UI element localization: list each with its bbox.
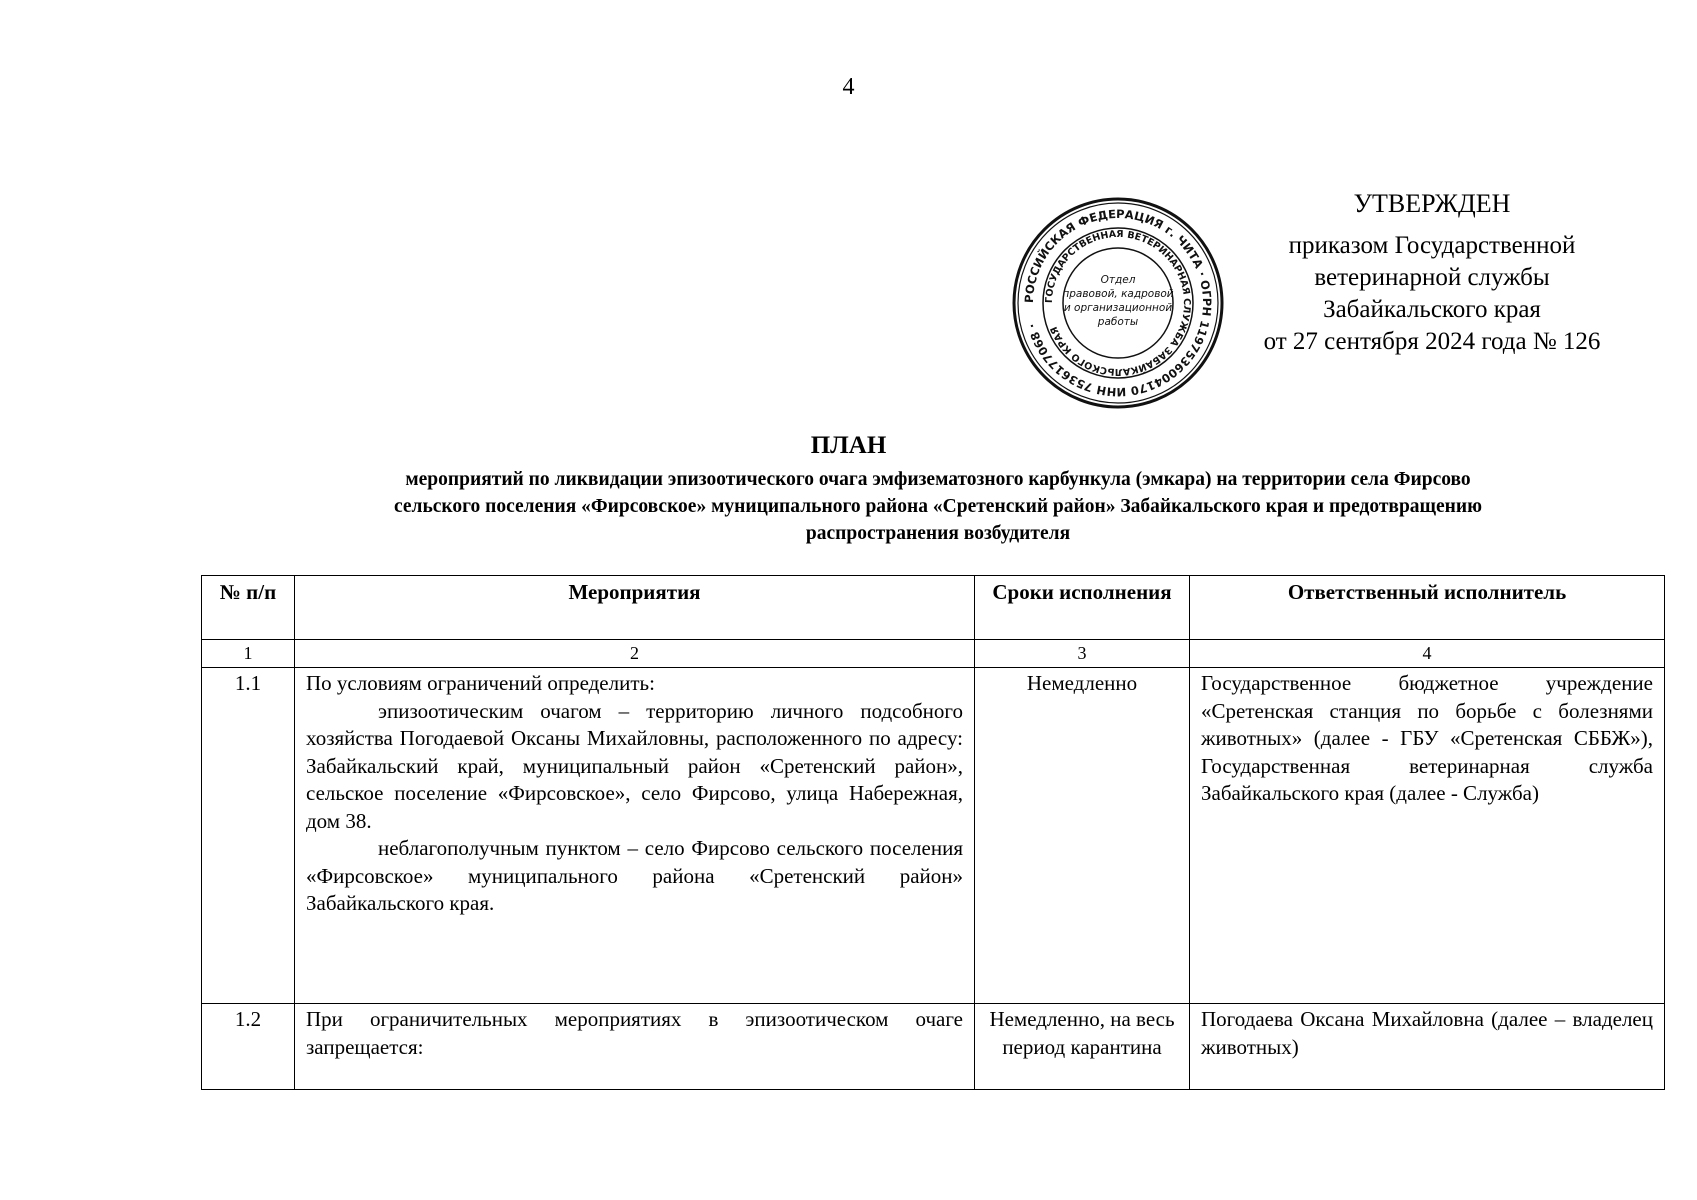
table-header-row	[202, 576, 1665, 640]
measure-intro: При ограничительных мероприятиях в эпизоотическом очаге запрещается:	[306, 1007, 963, 1059]
plan-subtitle-line: мероприятий по ликвидации эпизоотического очага эмфизематозного карбункула (эмкара) на территории села Фирсово	[405, 469, 1471, 490]
column-number: 1	[202, 640, 295, 668]
row-responsible: Погодаева Оксана Михайловна (далее – владелец животных)	[1190, 1004, 1665, 1090]
plan-title: ПЛАН	[810, 432, 887, 459]
row-number: 1.2	[202, 1004, 295, 1090]
row-deadline: Немедленно, на весь период карантина	[975, 1004, 1190, 1090]
seal-inner-text: ГОСУДАРСТВЕННАЯ ВЕТЕРИНАРНАЯ СЛУЖБА ЗАБАЙКАЛЬСКОГО КРАЯ	[1043, 228, 1193, 378]
header-number: № п/п	[202, 576, 295, 640]
column-number-row	[202, 640, 1665, 668]
seal-center-line: Отдел	[1100, 274, 1136, 286]
approval-heading: УТВЕРЖДЕН	[1353, 189, 1511, 218]
approval-line: Забайкальского края	[1323, 296, 1541, 323]
row-measure	[295, 1004, 975, 1090]
measure-paragraph: неблагополучным пунктом – село Фирсово сельского поселения «Фирсовское» муниципального района «Сретенский район» Забайкальского края.	[306, 836, 963, 915]
header-deadline: Сроки исполнения	[975, 576, 1190, 640]
table-row	[202, 668, 1665, 1004]
page-number: 4	[842, 74, 855, 100]
column-number: 3	[975, 640, 1190, 668]
seal-center-line: правовой, кадровой	[1062, 288, 1174, 300]
column-number: 4	[1190, 640, 1665, 668]
approval-line: приказом Государственной	[1288, 232, 1576, 259]
approval-line: ветеринарной службы	[1314, 264, 1550, 291]
row-responsible: Государственное бюджетное учреждение «Сретенская станция по борьбе с болезнями животных» (далее - ГБУ «Сретенская СББЖ»), Государственная ветеринарная служба Забайкальского края (далее - Служба)	[1190, 668, 1665, 1004]
column-number: 2	[295, 640, 975, 668]
seal-outer-text: РОССИЙСКАЯ ФЕДЕРАЦИЯ г. ЧИТА · ОГРН 1197536004170 ИНН 7536177068 ·	[1021, 206, 1215, 400]
official-seal	[1010, 195, 1226, 411]
measure-paragraph: эпизоотическим очагом – территорию личного подсобного хозяйства Погодаевой Оксаны Михайловны, расположенного по адресу: Забайкальский край, муниципальный район «Сретенский район», сельское поселение «Фирсовское», село Фирсово, улица Набережная, дом 38.	[306, 698, 963, 833]
table-row	[202, 1004, 1665, 1090]
row-measure	[295, 668, 975, 1004]
approval-line: от 27 сентября 2024 года № 126	[1263, 328, 1601, 355]
seal-center-line: работы	[1097, 316, 1139, 328]
row-deadline: Немедленно	[975, 668, 1190, 1004]
header-responsible: Ответственный исполнитель	[1190, 576, 1665, 640]
row-number: 1.1	[202, 668, 295, 1004]
measure-intro: По условиям ограничений определить:	[306, 671, 655, 695]
plan-table	[201, 575, 1665, 1090]
approval-block	[1222, 188, 1642, 358]
plan-subtitle	[238, 466, 1638, 547]
header-measures: Мероприятия	[295, 576, 975, 640]
plan-subtitle-line: сельского поселения «Фирсовское» муниципального района «Сретенский район» Забайкальского края и предотвращению	[393, 496, 1483, 517]
seal-center-line: и организационной	[1063, 302, 1173, 314]
plan-subtitle-line: распространения возбудителя	[805, 523, 1071, 544]
